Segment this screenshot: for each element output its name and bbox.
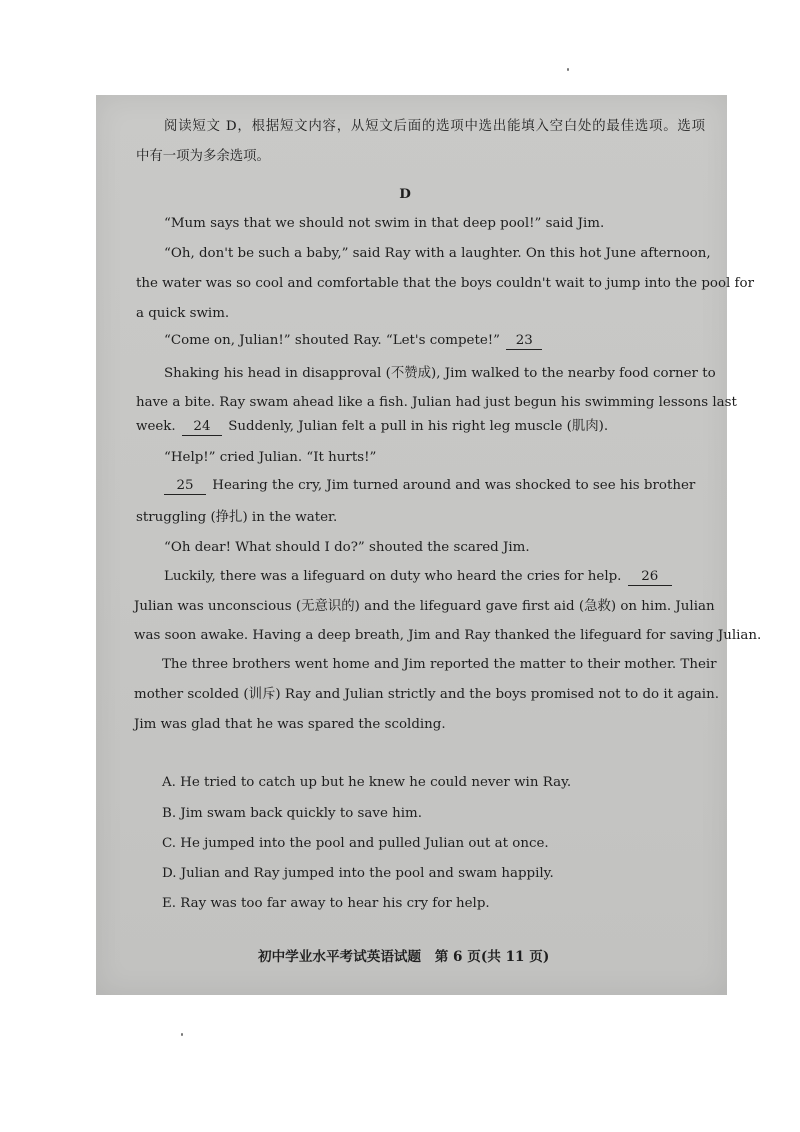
option-e: E. Ray was too far away to hear his cry for help. (162, 896, 490, 911)
scan-speck-bottom (181, 1033, 183, 1036)
blank-25: 25 (164, 478, 206, 495)
passage-line-17: mother scolded (训斥) Ray and Julian strictly and the boys promised not to do it again. (134, 687, 719, 702)
page-footer: 初中学业水平考试英语试题 第 6 页(共 11 页) (258, 949, 550, 965)
passage-line-15: was soon awake. Having a deep breath, Jim and Ray thanked the lifeguard for saving Julian. (134, 628, 762, 643)
instruction-line-2: 中有一项为多余选项。 (136, 149, 270, 164)
passage-line-13 (164, 567, 674, 587)
passage-line-6: Shaking his head in disapproval (不赞成), Jim walked to the nearby food corner to (164, 366, 716, 381)
blank-24: 24 (182, 419, 222, 436)
option-b: B. Jim swam back quickly to save him. (162, 806, 423, 821)
passage-line-4: a quick swim. (136, 306, 230, 321)
passage-line-13-text: Luckily, there was a lifeguard on duty who heard the cries for help. (164, 569, 622, 584)
passage-line-3: the water was so cool and comfortable that the boys couldn't wait to jump into the pool for (136, 276, 754, 291)
passage-line-10-text: Hearing the cry, Jim turned around and was shocked to see his brother (212, 478, 696, 493)
blank-26: 26 (628, 569, 672, 586)
passage-line-8-start: week. (136, 419, 176, 434)
passage-line-10 (162, 476, 695, 496)
passage-title: D (399, 186, 411, 202)
passage-line-5-text: “Come on, Julian!” shouted Ray. “Let's compete!” (164, 333, 501, 348)
passage-line-8-end: Suddenly, Julian felt a pull in his right leg muscle (肌肉). (228, 419, 609, 434)
passage-line-18: Jim was glad that he was spared the scolding. (134, 717, 446, 732)
passage-line-14: Julian was unconscious (无意识的) and the lifeguard gave first aid (急救) on him. Julian (134, 599, 715, 614)
instruction-line-1: 阅读短文 D，根据短文内容，从短文后面的选项中选出能填入空白处的最佳选项。选项 (164, 119, 705, 134)
scan-speck-top (567, 68, 569, 71)
passage-line-16: The three brothers went home and Jim reported the matter to their mother. Their (162, 657, 717, 672)
option-d: D. Julian and Ray jumped into the pool and swam happily. (162, 866, 554, 881)
exam-page (96, 95, 762, 995)
passage-line-9: “Help!” cried Julian. “It hurts!” (164, 450, 377, 465)
passage-line-12: “Oh dear! What should I do?” shouted the scared Jim. (164, 540, 530, 555)
passage-line-11: struggling (挣扎) in the water. (136, 510, 338, 525)
passage-line-2: “Oh, don't be such a baby,” said Ray with a laughter. On this hot June afternoon, (164, 246, 711, 261)
passage-line-7: have a bite. Ray swam ahead like a fish. Julian had just begun his swimming lessons last (136, 395, 737, 410)
blank-23: 23 (506, 333, 542, 350)
passage-line-5 (164, 331, 544, 351)
passage-line-8 (136, 417, 608, 437)
option-a: A. He tried to catch up but he knew he could never win Ray. (162, 775, 572, 790)
option-c: C. He jumped into the pool and pulled Julian out at once. (162, 836, 549, 851)
passage-line-1: “Mum says that we should not swim in that deep pool!” said Jim. (164, 216, 605, 231)
